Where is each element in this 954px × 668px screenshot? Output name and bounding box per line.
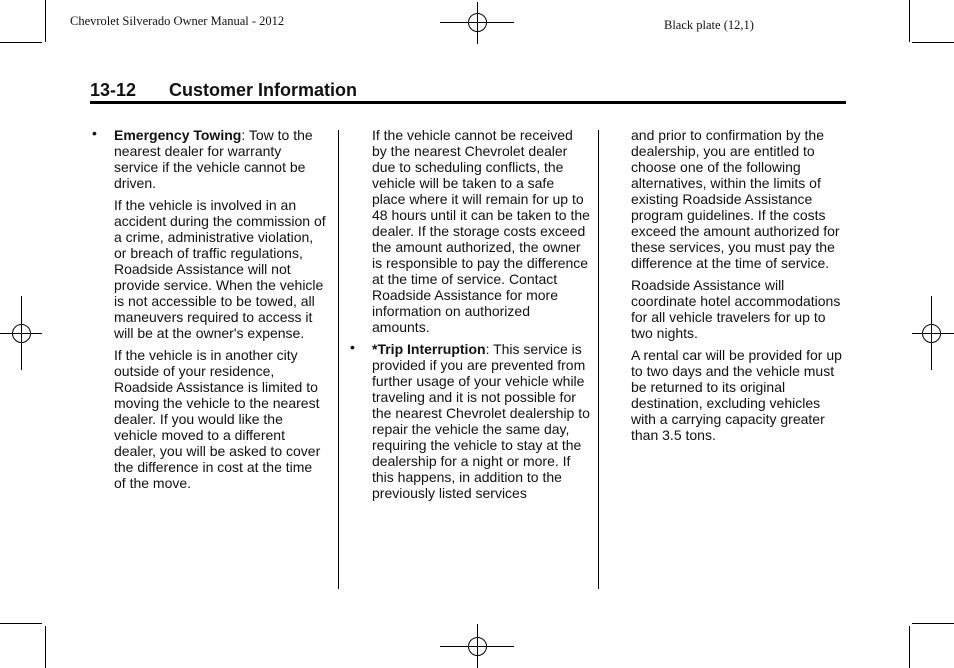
paragraph: and prior to confirmation by the dealership, you are entitled to choose one of the following alternatives, within the limits of existing Roadside Assistance program guidelines. If the costs exceed the amount authorized for these services, you must pay the difference at the time of service. — [631, 127, 840, 271]
registration-mark-right — [912, 296, 954, 370]
section-heading — [90, 80, 357, 101]
paragraph: Roadside Assistance will coordinate hotel accommodations for all vehicle travelers for up to two nights. — [631, 277, 841, 341]
crop-mark — [909, 626, 910, 668]
running-header-right: Black plate (12,1) — [664, 18, 754, 32]
column-divider — [598, 130, 599, 589]
heading-rule — [90, 101, 846, 104]
column-2 — [350, 127, 590, 507]
page-number: 13-12 — [90, 80, 137, 100]
column-divider — [338, 130, 339, 589]
crop-mark — [0, 623, 42, 624]
paragraph: If the vehicle is in another city outside of your residence, Roadside Assistance is limited to moving the vehicle to the nearest dealer. If you would like the vehicle moved to a different dealer, you will be asked to cover the difference in cost at the time of the move. — [114, 347, 321, 491]
crop-mark — [45, 0, 46, 42]
term-trip-interruption: *Trip Interruption — [372, 341, 486, 357]
bullet-trip-interruption — [350, 339, 590, 501]
paragraph: If the vehicle cannot be received by the nearest Chevrolet dealer due to scheduling conflicts, the vehicle will be taken to a safe place where it will remain for up to 48 hours until it can be taken to the dealer. If the storage costs exceed the amount authorized, the owner is responsible to pay the difference at the time of service. Contact Roadside Assistance for more information on authorized amounts. — [372, 127, 590, 335]
term-emergency-towing: Emergency Towing — [114, 127, 242, 143]
column-3 — [631, 127, 846, 449]
running-header-left: Chevrolet Silverado Owner Manual - 2012 — [70, 14, 285, 28]
crop-mark — [912, 42, 954, 43]
paragraph: A rental car will be provided for up to two days and the vehicle must be returned to its original destination, excluding vehicles with a carrying capacity greater than 3.5 tons. — [631, 347, 842, 443]
crop-mark — [912, 623, 954, 624]
section-title: Customer Information — [169, 80, 358, 100]
registration-mark-top — [440, 2, 514, 44]
crop-mark — [0, 42, 42, 43]
registration-mark-bottom — [440, 624, 514, 668]
crop-mark — [909, 0, 910, 42]
bullet-icon: • — [350, 339, 355, 355]
column-1 — [92, 125, 326, 497]
towing-description: : Tow to the nearest dealer for warranty service if the vehicle cannot be driven. — [114, 127, 313, 191]
bullet-icon: • — [92, 125, 97, 141]
paragraph: If the vehicle is involved in an accident during the commission of a crime, administrative violation, or breach of traffic regulations, Roadside Assistance will not provide service. When the vehicle is not accessible to be towed, all maneuvers required to access it will be at the owner's expense. — [114, 197, 326, 341]
registration-mark-left — [0, 296, 42, 370]
bullet-emergency-towing — [92, 125, 326, 191]
trip-description: : This service is provided if you are prevented from further usage of your vehicle while traveling and it is not possible for the nearest Chevrolet dealership to repair the vehicle the same day, requiring the vehicle to stay at the dealership for a night or more. If this happens, in addition to the previously listed services — [372, 341, 590, 501]
crop-mark — [45, 626, 46, 668]
